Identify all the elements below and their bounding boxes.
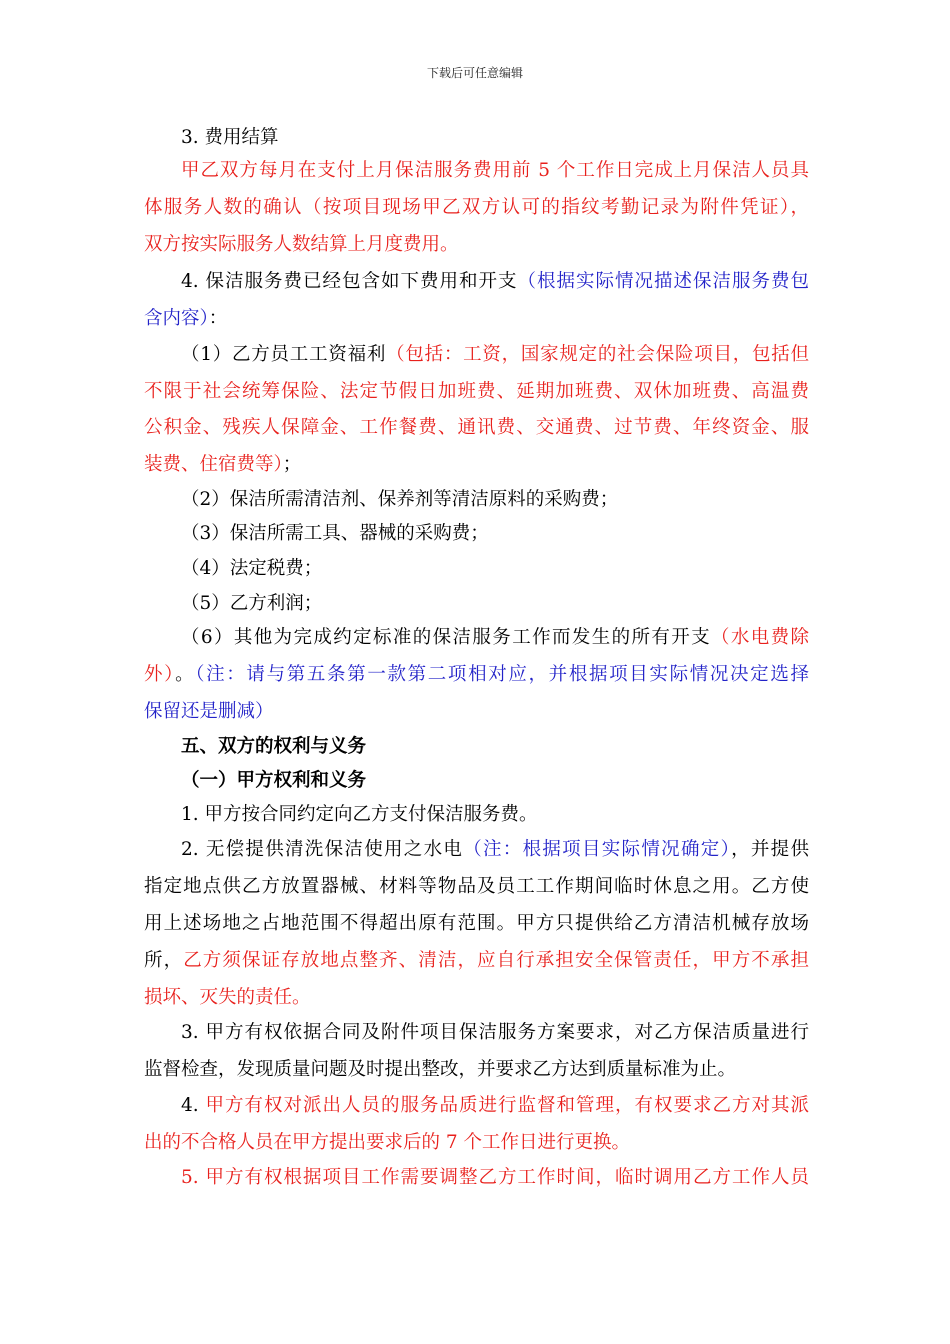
text-segment: （6）其他为完成约定标准的保洁服务工作而发生的所有开支 (181, 627, 711, 648)
text-segment: （5）乙方利润； (181, 593, 323, 614)
text-segment: （水电费除 (710, 627, 809, 648)
page-header: 下载后可任意编辑 (426, 66, 523, 80)
section-heading (181, 735, 809, 759)
text-segment: 双方按实际服务人数结算上月度费用。 (144, 234, 459, 255)
text-segment: 五、双方的权利与义务 (181, 736, 367, 757)
text-line (144, 1058, 809, 1082)
text-segment: 5. 甲方有权根据项目工作需要调整乙方工作时间，临时调用乙方工作人员 (181, 1167, 809, 1188)
text-line (144, 875, 809, 899)
text-segment: （3）保洁所需工具、器械的采购费； (181, 523, 489, 544)
text-line (181, 126, 809, 150)
text-line (144, 663, 809, 687)
text-line (144, 912, 809, 936)
text-segment: 乙方须保证存放地点整齐、清洁，应自行承担安全保管责任，甲方不承担 (183, 950, 809, 971)
text-line (144, 416, 809, 440)
text-line (181, 626, 809, 650)
text-line (144, 196, 809, 220)
text-line (181, 270, 809, 294)
text-line (181, 838, 809, 862)
text-segment: （包括：工资，国家规定的社会保险项目，包括但 (386, 344, 809, 365)
text-segment: 3. 甲方有权依据合同及附件项目保洁服务方案要求，对乙方保洁质量进行 (181, 1022, 809, 1043)
text-segment: （4）法定税费； (181, 558, 323, 579)
text-segment: ； (282, 454, 302, 475)
text-segment: 公积金、残疾人保障金、工作餐费、通讯费、交通费、过节费、年终资金、服 (144, 417, 809, 438)
text-segment: 损坏、灭失的责任。 (144, 987, 311, 1008)
text-segment: 4. (181, 1095, 206, 1116)
text-line (181, 557, 809, 581)
text-segment: 含内容） (144, 308, 209, 329)
text-segment: 。 (175, 664, 196, 685)
text-segment: 出的不合格人员在甲方提出要求后的 7 个工作日进行更换。 (144, 1132, 631, 1153)
text-line (181, 159, 809, 183)
text-segment: 4. 保洁服务费已经包含如下费用和开支 (181, 271, 518, 292)
text-segment: 所， (144, 950, 184, 971)
text-line (144, 380, 809, 404)
text-line (181, 522, 809, 546)
text-line (181, 592, 809, 616)
text-segment: 2. 无偿提供清洗保洁使用之水电 (181, 839, 464, 860)
text-line (181, 1094, 809, 1118)
text-segment: 外） (144, 664, 176, 685)
text-segment: 装费、住宿费等） (144, 454, 283, 475)
subsection-heading (181, 769, 809, 793)
text-segment: 3. 费用结算 (181, 127, 279, 148)
text-line (144, 700, 809, 724)
text-segment: （注：请与第五条第一款第二项相对应，并根据项目实际情况决定选择 (195, 664, 809, 685)
text-segment: （根据实际情况描述保洁服务费包 (517, 271, 809, 292)
text-line (181, 343, 809, 367)
text-segment: 甲乙双方每月在支付上月保洁服务费用前 5 个工作日完成上月保洁人员具 (181, 160, 809, 181)
text-segment: （注：根据项目实际情况确定） (463, 839, 732, 860)
text-line (144, 986, 809, 1010)
text-segment: ，并提供 (731, 839, 809, 860)
text-line (181, 488, 809, 512)
text-line (181, 803, 809, 827)
text-line (144, 1131, 809, 1155)
text-line (144, 453, 809, 477)
text-segment: 监督检查，发现质量问题及时提出整改，并要求乙方达到质量标准为止。 (144, 1059, 737, 1080)
text-segment: 1. 甲方按合同约定向乙方支付保洁服务费。 (181, 804, 538, 825)
text-segment: 保留还是删减） (144, 701, 274, 722)
text-line (144, 949, 809, 973)
text-segment: 不限于社会统筹保险、法定节假日加班费、延期加班费、双休加班费、高温费 (144, 381, 809, 402)
text-segment: 体服务人数的确认（按项目现场甲乙双方认可的指纹考勤记录为附件凭证）， (144, 197, 809, 218)
text-line (181, 1166, 809, 1190)
text-segment: （1）乙方员工工资福利 (181, 344, 387, 365)
text-segment: （一）甲方权利和义务 (181, 770, 367, 791)
text-segment: ： (208, 308, 228, 329)
text-segment: 甲方有权对派出人员的服务品质进行监督和管理，有权要求乙方对其派 (205, 1095, 809, 1116)
text-segment: （2）保洁所需清洁剂、保养剂等清洁原料的采购费； (181, 489, 619, 510)
text-segment: 用上述场地之占地范围不得超出原有范围。甲方只提供给乙方清洁机械存放场 (144, 913, 809, 934)
text-line (144, 307, 809, 331)
text-line (144, 233, 809, 257)
text-segment: 指定地点供乙方放置器械、材料等物品及员工工作期间临时休息之用。乙方使 (144, 876, 809, 897)
text-line (181, 1021, 809, 1045)
